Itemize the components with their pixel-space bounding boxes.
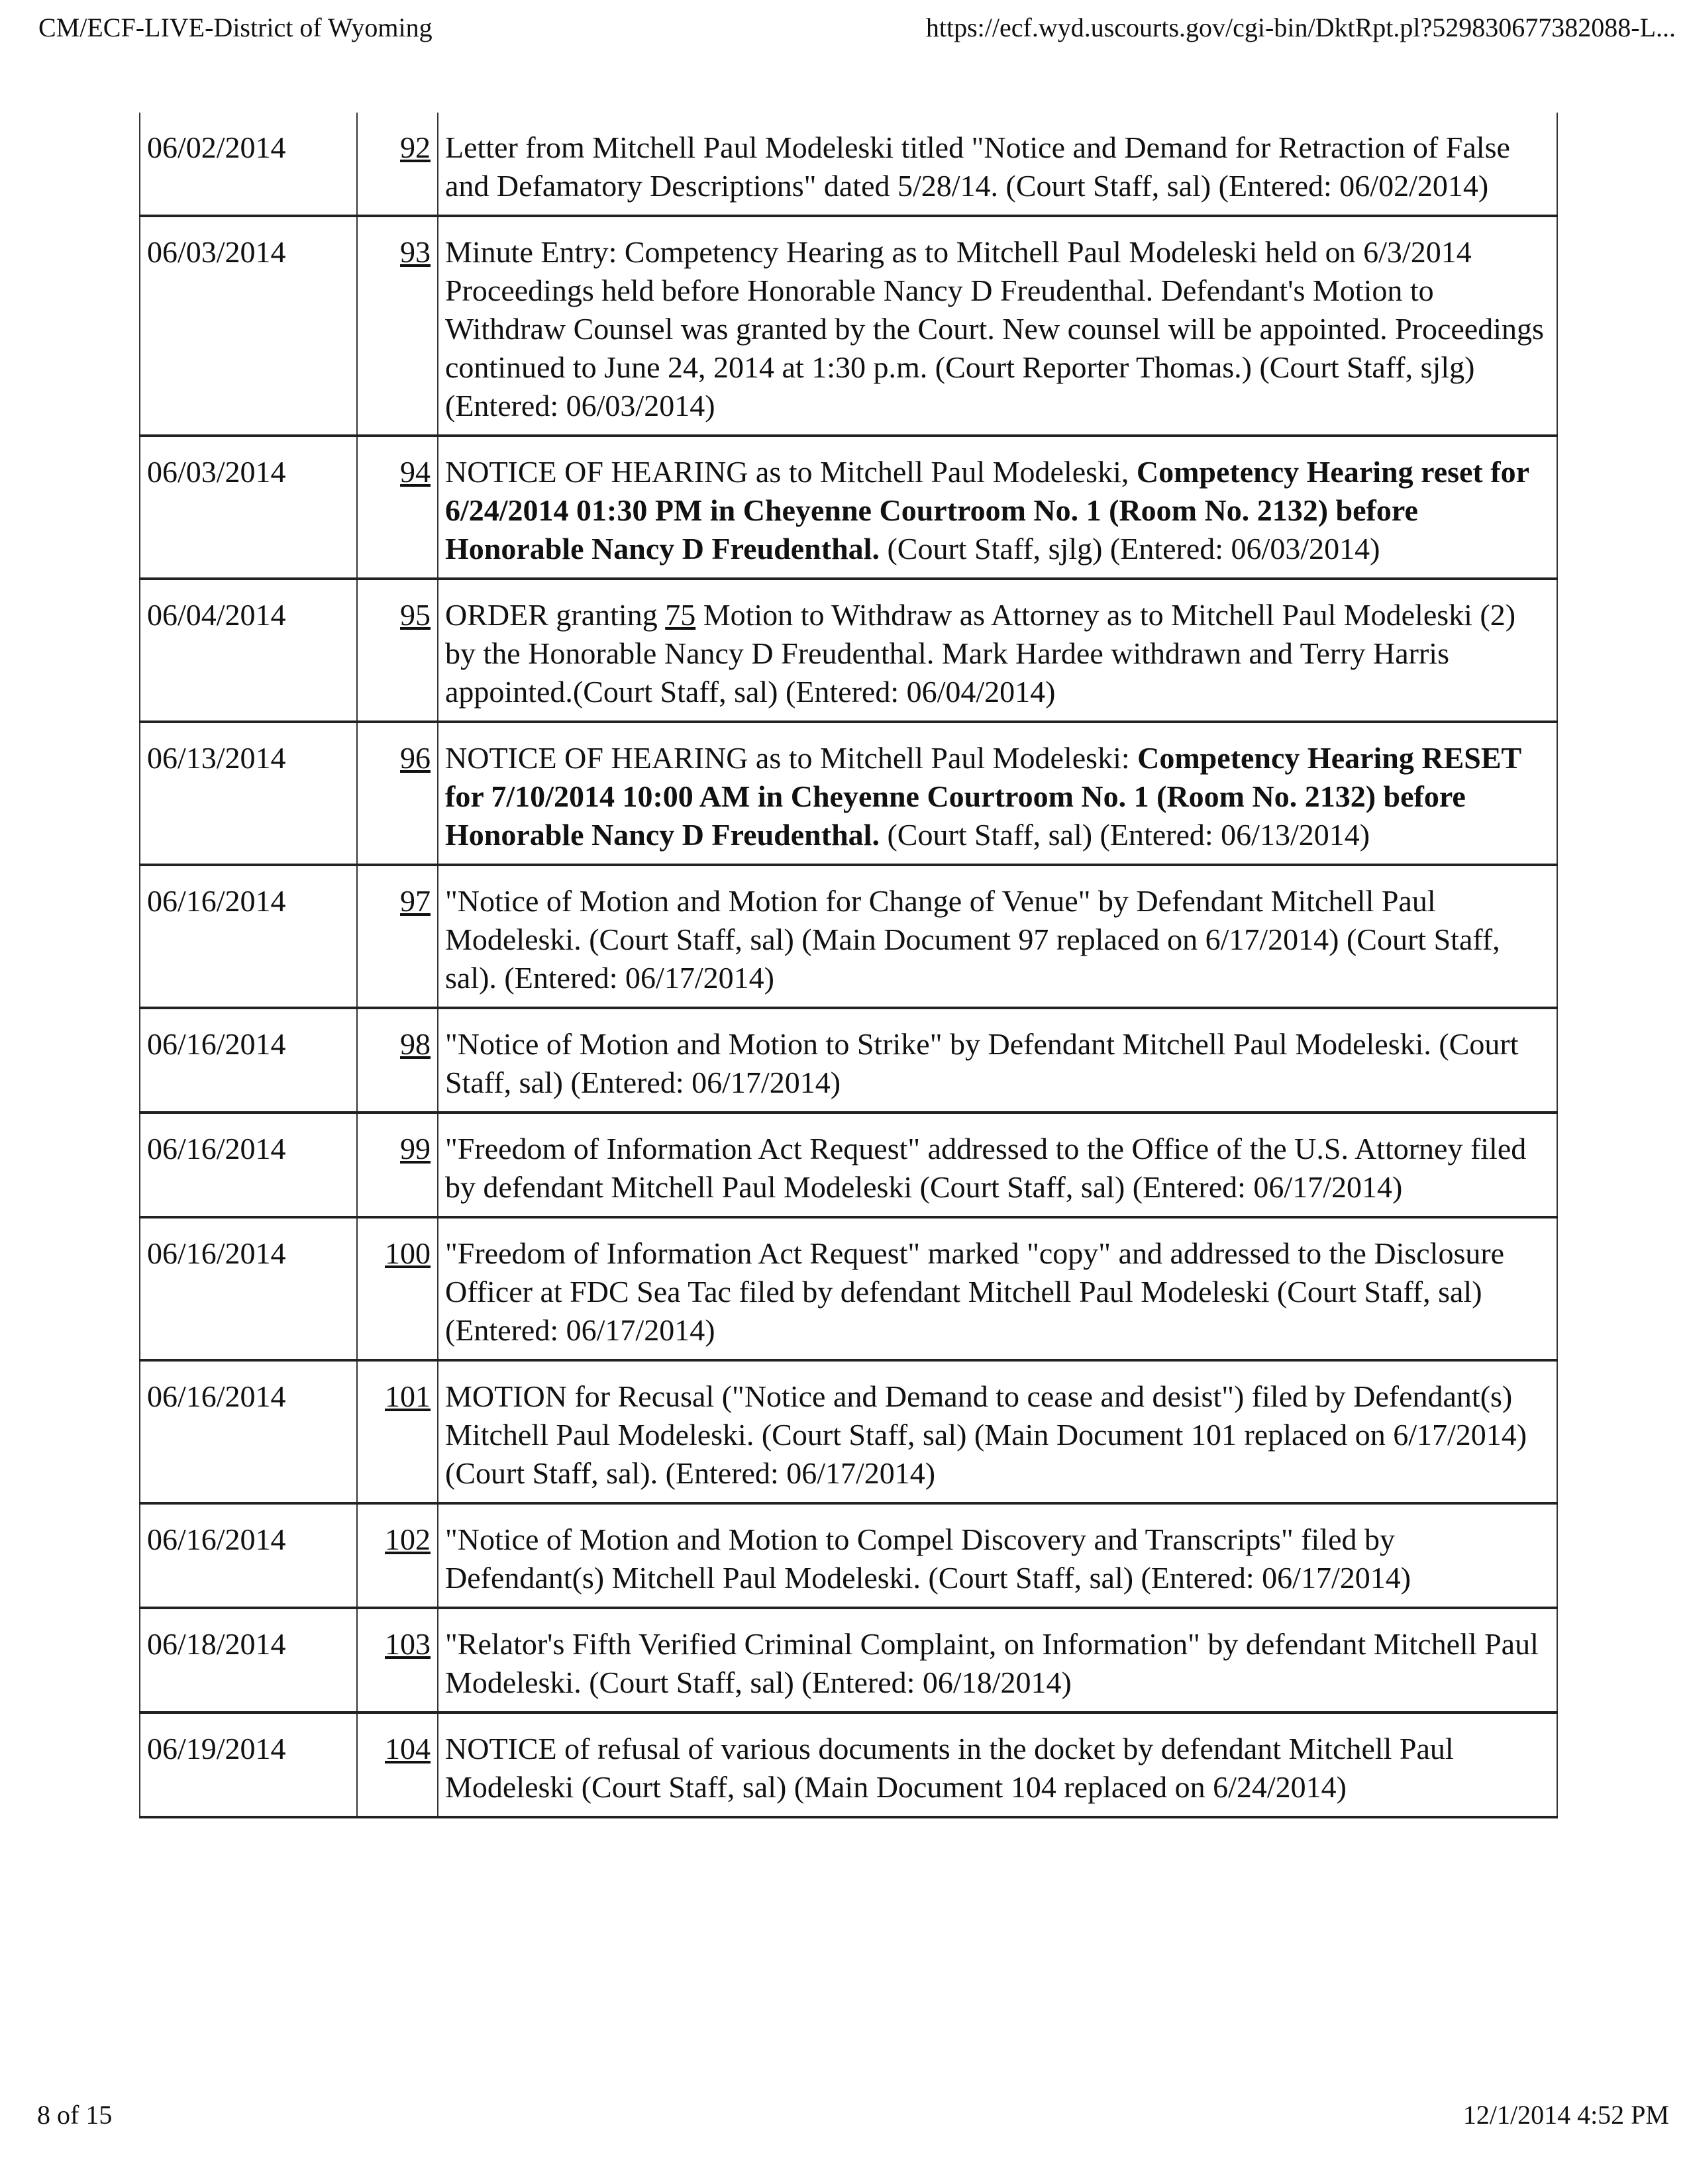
entry-date: 06/16/2014 <box>140 865 357 1008</box>
entry-date: 06/03/2014 <box>140 436 357 579</box>
description-text: "Freedom of Information Act Request" marked "copy" and addressed to the Disclosure Officer at FDC Sea Tac filed by defendant Mitchell Paul Modeleski (Court Staff, sal) (Entered: 06/17/2014) <box>445 1236 1505 1347</box>
description-text: "Relator's Fifth Verified Criminal Complaint, on Information" by defendant Mitchell Paul Modeleski. (Court Staff, sal) (Entered: 06/18/2014) <box>445 1627 1539 1699</box>
entry-description <box>438 113 1557 216</box>
entry-date: 06/16/2014 <box>140 1008 357 1113</box>
docket-table-body <box>140 113 1557 1817</box>
entry-number-cell <box>357 1113 438 1217</box>
description-text: "Notice of Motion and Motion to Compel Discovery and Transcripts" filed by Defendant(s) Mitchell Paul Modeleski. (Court Staff, sal) (Entered: 06/17/2014) <box>445 1522 1411 1595</box>
entry-number-cell <box>357 1712 438 1817</box>
entry-number-cell <box>357 1503 438 1608</box>
entry-document-link[interactable]: 94 <box>400 455 431 489</box>
entry-description <box>438 579 1557 722</box>
entry-description <box>438 1712 1557 1817</box>
entry-number-cell <box>357 1360 438 1503</box>
entry-description <box>438 722 1557 865</box>
entry-date: 06/16/2014 <box>140 1503 357 1608</box>
entry-date: 06/03/2014 <box>140 216 357 436</box>
entry-description <box>438 1217 1557 1360</box>
docket-table <box>139 113 1558 1818</box>
entry-date: 06/16/2014 <box>140 1360 357 1503</box>
docket-entry-row <box>140 1503 1557 1608</box>
docket-entry-row <box>140 1608 1557 1712</box>
description-text: Motion to Withdraw as Attorney as to Mitchell Paul Modeleski (2) by the Honorable Nancy D Freudenthal. Mark Hardee withdrawn and Terry Harris appointed.(Court Staff, sal) (Entered: 06/04/2014) <box>445 598 1516 709</box>
docket-entry-row <box>140 865 1557 1008</box>
entry-document-link[interactable]: 101 <box>385 1379 431 1413</box>
referenced-document-link[interactable]: 75 <box>665 598 696 632</box>
page-number: 8 of 15 <box>37 2100 113 2130</box>
entry-date: 06/19/2014 <box>140 1712 357 1817</box>
entry-description <box>438 1608 1557 1712</box>
entry-date: 06/13/2014 <box>140 722 357 865</box>
entry-number-cell <box>357 1608 438 1712</box>
entry-document-link[interactable]: 99 <box>400 1132 431 1166</box>
entry-number-cell <box>357 1008 438 1113</box>
entry-document-link[interactable]: 97 <box>400 884 431 918</box>
entry-document-link[interactable]: 100 <box>385 1236 431 1270</box>
description-text: "Notice of Motion and Motion for Change of Venue" by Defendant Mitchell Paul Modeleski. (Court Staff, sal) (Main Document 97 replaced on 6/17/2014) (Court Staff, sal). (Entered: 06/17/2014) <box>445 884 1500 995</box>
description-text: NOTICE of refusal of various documents in the docket by defendant Mitchell Paul Modeleski (Court Staff, sal) (Main Document 104 replaced on 6/24/2014) <box>445 1732 1454 1804</box>
entry-date: 06/04/2014 <box>140 579 357 722</box>
entry-description <box>438 1503 1557 1608</box>
print-timestamp: 12/1/2014 4:52 PM <box>1462 2100 1669 2130</box>
entry-description <box>438 1360 1557 1503</box>
entry-number-cell <box>357 436 438 579</box>
entry-document-link[interactable]: 102 <box>385 1522 431 1556</box>
docket-entry-row <box>140 1360 1557 1503</box>
page-header-title: CM/ECF-LIVE-District of Wyoming <box>38 13 433 42</box>
docket-entry-row <box>140 113 1557 216</box>
entry-document-link[interactable]: 98 <box>400 1027 431 1061</box>
entry-description <box>438 1113 1557 1217</box>
entry-number-cell <box>357 865 438 1008</box>
entry-number-cell <box>357 1217 438 1360</box>
entry-document-link[interactable]: 93 <box>400 235 431 269</box>
description-text: "Freedom of Information Act Request" addressed to the Office of the U.S. Attorney filed by defendant Mitchell Paul Modeleski (Court Staff, sal) (Entered: 06/17/2014) <box>445 1132 1527 1204</box>
entry-date: 06/16/2014 <box>140 1217 357 1360</box>
entry-description <box>438 865 1557 1008</box>
hearing-details-bold: Competency Hearing RESET for 7/10/2014 10:00 AM in Cheyenne Courtroom No. 1 (Room No. 2132) before Honorable Nancy D Freudenthal. <box>445 741 1521 852</box>
description-text: (Court Staff, sal) (Entered: 06/13/2014) <box>879 818 1370 852</box>
docket-entry-row <box>140 1217 1557 1360</box>
entry-description <box>438 436 1557 579</box>
entry-date: 06/02/2014 <box>140 113 357 216</box>
entry-number-cell <box>357 722 438 865</box>
entry-document-link[interactable]: 103 <box>385 1627 431 1661</box>
description-text: NOTICE OF HEARING as to Mitchell Paul Modeleski: <box>445 741 1138 775</box>
description-text: "Notice of Motion and Motion to Strike" by Defendant Mitchell Paul Modeleski. (Court Staff, sal) (Entered: 06/17/2014) <box>445 1027 1519 1099</box>
docket-entry-row <box>140 722 1557 865</box>
description-text: MOTION for Recusal ("Notice and Demand to cease and desist") filed by Defendant(s) Mitchell Paul Modeleski. (Court Staff, sal) (Main Document 101 replaced on 6/17/2014) (Court Staff, sal). (Entered: 06/17/2014) <box>445 1379 1527 1490</box>
entry-number-cell <box>357 216 438 436</box>
entry-description <box>438 216 1557 436</box>
description-text: (Court Staff, sjlg) (Entered: 06/03/2014) <box>879 532 1380 566</box>
description-text: ORDER granting <box>445 598 666 632</box>
docket-entry-row <box>140 1712 1557 1817</box>
entry-document-link[interactable]: 92 <box>400 130 431 164</box>
docket-entry-row <box>140 1113 1557 1217</box>
entry-document-link[interactable]: 95 <box>400 598 431 632</box>
docket-entry-row <box>140 216 1557 436</box>
docket-entry-row <box>140 1008 1557 1113</box>
description-text: Letter from Mitchell Paul Modeleski titled "Notice and Demand for Retraction of False and Defamatory Descriptions" dated 5/28/14. (Court Staff, sal) (Entered: 06/02/2014) <box>445 130 1510 203</box>
entry-date: 06/18/2014 <box>140 1608 357 1712</box>
entry-document-link[interactable]: 104 <box>385 1732 431 1765</box>
hearing-details-bold: Competency Hearing reset for 6/24/2014 01:30 PM in Cheyenne Courtroom No. 1 (Room No. 2132) before Honorable Nancy D Freudenthal. <box>445 455 1529 566</box>
entry-date: 06/16/2014 <box>140 1113 357 1217</box>
entry-description <box>438 1008 1557 1113</box>
entry-number-cell <box>357 113 438 216</box>
description-text: Minute Entry: Competency Hearing as to Mitchell Paul Modeleski held on 6/3/2014 Proceedings held before Honorable Nancy D Freudenthal. Defendant's Motion to Withdraw Counsel was granted by the Court. New counsel will be appointed. Proceedings continued to June 24, 2014 at 1:30 p.m. (Court Reporter Thomas.) (Court Staff, sjlg) (Entered: 06/03/2014) <box>445 235 1544 422</box>
docket-entry-row <box>140 579 1557 722</box>
entry-document-link[interactable]: 96 <box>400 741 431 775</box>
docket-entry-row <box>140 436 1557 579</box>
description-text: NOTICE OF HEARING as to Mitchell Paul Modeleski, <box>445 455 1137 489</box>
entry-number-cell <box>357 579 438 722</box>
page-header-url: https://ecf.wyd.uscourts.gov/cgi-bin/DktRpt.pl?529830677382088-L... <box>925 13 1676 42</box>
